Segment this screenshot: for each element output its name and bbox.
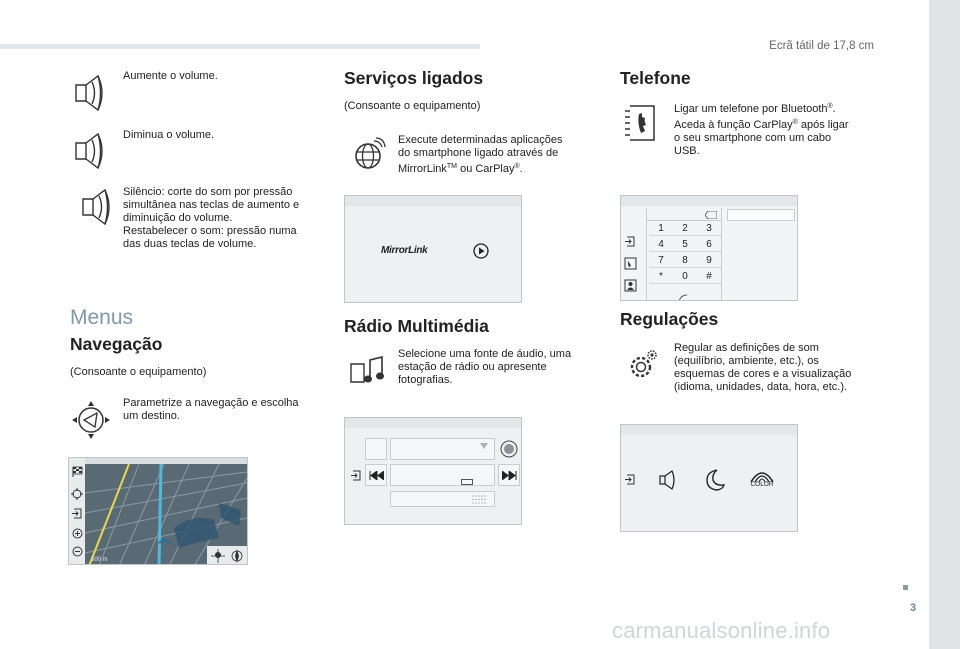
keypad-key[interactable]: 1 bbox=[649, 222, 673, 236]
connected-services-heading: Serviços ligados bbox=[344, 68, 484, 88]
keypad-key[interactable]: # bbox=[697, 270, 721, 284]
color-label: COLOR bbox=[750, 481, 774, 488]
radio-frequency-display bbox=[390, 464, 495, 486]
volume-down-icon bbox=[70, 130, 110, 172]
zoom-in-icon[interactable] bbox=[72, 528, 83, 539]
phone-screen bbox=[620, 195, 798, 301]
page-number: 3 bbox=[910, 602, 917, 614]
navigation-screen bbox=[68, 457, 248, 565]
settings-screen bbox=[620, 424, 798, 532]
navigation-icon bbox=[70, 399, 112, 441]
radio-screen bbox=[344, 417, 522, 525]
volume-up-icon bbox=[70, 72, 110, 114]
keypad-grid bbox=[649, 222, 721, 284]
connected-services-desc: Execute determinadas aplicações do smartphone ligado através de MirrorLink™ ou CarPlay®. bbox=[398, 134, 563, 175]
previous-track-button[interactable] bbox=[365, 464, 387, 486]
navigation-note: (Consoante o equipamento) bbox=[70, 366, 207, 378]
page-side-tab bbox=[929, 0, 960, 649]
screen-status-bar bbox=[345, 418, 522, 428]
location-pin-icon[interactable] bbox=[211, 549, 225, 563]
chevron-down-icon bbox=[480, 443, 488, 449]
keypad-key[interactable]: 6 bbox=[697, 238, 721, 252]
call-log-icon[interactable] bbox=[624, 257, 637, 270]
music-note-icon bbox=[348, 356, 388, 388]
top-rule bbox=[0, 44, 480, 49]
brightness-moon-icon[interactable] bbox=[705, 469, 725, 491]
list-icon bbox=[472, 495, 486, 504]
keypad-key[interactable]: 5 bbox=[673, 238, 697, 252]
radio-source-button[interactable] bbox=[365, 438, 387, 460]
radio-media-heading: Rádio Multimédia bbox=[344, 316, 489, 336]
keypad bbox=[646, 208, 722, 300]
screen-status-bar bbox=[621, 196, 798, 206]
phone-search-field[interactable] bbox=[727, 209, 795, 221]
phone-desc: Ligar um telefone por Bluetooth®. Aceda à função CarPlay® após ligar o seu smartphone com um cabo USB. bbox=[674, 103, 849, 157]
screen-status-bar bbox=[345, 196, 522, 206]
exit-icon[interactable] bbox=[625, 474, 636, 485]
radio-media-desc: Selecione uma fonte de áudio, uma estação de rádio ou apresente fotografias. bbox=[398, 348, 572, 386]
carplay-icon[interactable] bbox=[473, 243, 489, 259]
watermark: carmanualsonline.info bbox=[612, 618, 831, 643]
zoom-out-icon[interactable] bbox=[72, 546, 83, 557]
exit-icon[interactable] bbox=[351, 470, 362, 481]
frequency-indicator bbox=[461, 479, 473, 485]
skip-back-icon bbox=[369, 471, 384, 480]
compass-icon[interactable] bbox=[230, 549, 244, 563]
radio-list-bar[interactable] bbox=[390, 491, 495, 507]
keypad-key[interactable]: 2 bbox=[673, 222, 697, 236]
exit-icon[interactable] bbox=[625, 236, 636, 247]
screen-status-bar bbox=[621, 425, 798, 435]
keypad-key[interactable]: * bbox=[649, 270, 673, 284]
settings-gear-icon bbox=[627, 349, 659, 381]
navigation-desc: Parametrize a navegação e escolha um destino. bbox=[123, 397, 299, 422]
volume-down-text: Diminua o volume. bbox=[123, 129, 215, 141]
sound-settings-icon[interactable] bbox=[659, 469, 675, 491]
keypad-key[interactable]: 4 bbox=[649, 238, 673, 252]
connected-services-note: (Consoante o equipamento) bbox=[344, 100, 481, 112]
page-header-title: Ecrã tátil de 17,8 cm bbox=[769, 40, 874, 52]
mute-text: Silêncio: corte do som por pressão simultânea nas teclas de aumento e diminuição do volume. Restabelecer o som: pressão numa das duas teclas de volume. bbox=[123, 186, 300, 250]
menus-heading: Menus bbox=[70, 306, 134, 329]
keypad-key[interactable]: 0 bbox=[673, 270, 697, 284]
crosshair-icon[interactable] bbox=[71, 488, 83, 500]
connected-services-screen bbox=[344, 195, 522, 303]
keypad-key[interactable]: 8 bbox=[673, 254, 697, 268]
settings-desc: Regular as definições de som (equilíbrio, ambiente, etc.), os esquemas de cores e a visualização (idioma, unidades, data, hora, etc.). bbox=[674, 342, 852, 393]
phone-heading: Telefone bbox=[620, 68, 691, 88]
radio-dial-icon[interactable] bbox=[500, 440, 518, 458]
skip-forward-icon bbox=[502, 471, 517, 480]
checkered-flag-icon[interactable] bbox=[72, 466, 83, 477]
exit-icon[interactable] bbox=[72, 508, 83, 519]
next-track-button[interactable] bbox=[498, 464, 520, 486]
keypad-key[interactable]: 9 bbox=[697, 254, 721, 268]
page-marker bbox=[903, 585, 908, 590]
connected-services-icon bbox=[350, 137, 386, 173]
backspace-icon[interactable] bbox=[705, 211, 717, 219]
phone-icon bbox=[622, 103, 660, 143]
volume-up-text: Aumente o volume. bbox=[123, 70, 218, 82]
contacts-icon[interactable] bbox=[624, 279, 637, 292]
mute-icon bbox=[77, 186, 117, 228]
handset-icon[interactable] bbox=[678, 294, 688, 301]
mirrorlink-logo[interactable]: MirrorLink bbox=[381, 245, 428, 256]
radio-station-dropdown[interactable] bbox=[390, 438, 495, 460]
settings-heading: Regulações bbox=[620, 309, 719, 329]
keypad-key[interactable]: 3 bbox=[697, 222, 721, 236]
map-scale: 500 m bbox=[91, 557, 108, 563]
navigation-heading: Navegação bbox=[70, 334, 163, 354]
keypad-key[interactable]: 7 bbox=[649, 254, 673, 268]
